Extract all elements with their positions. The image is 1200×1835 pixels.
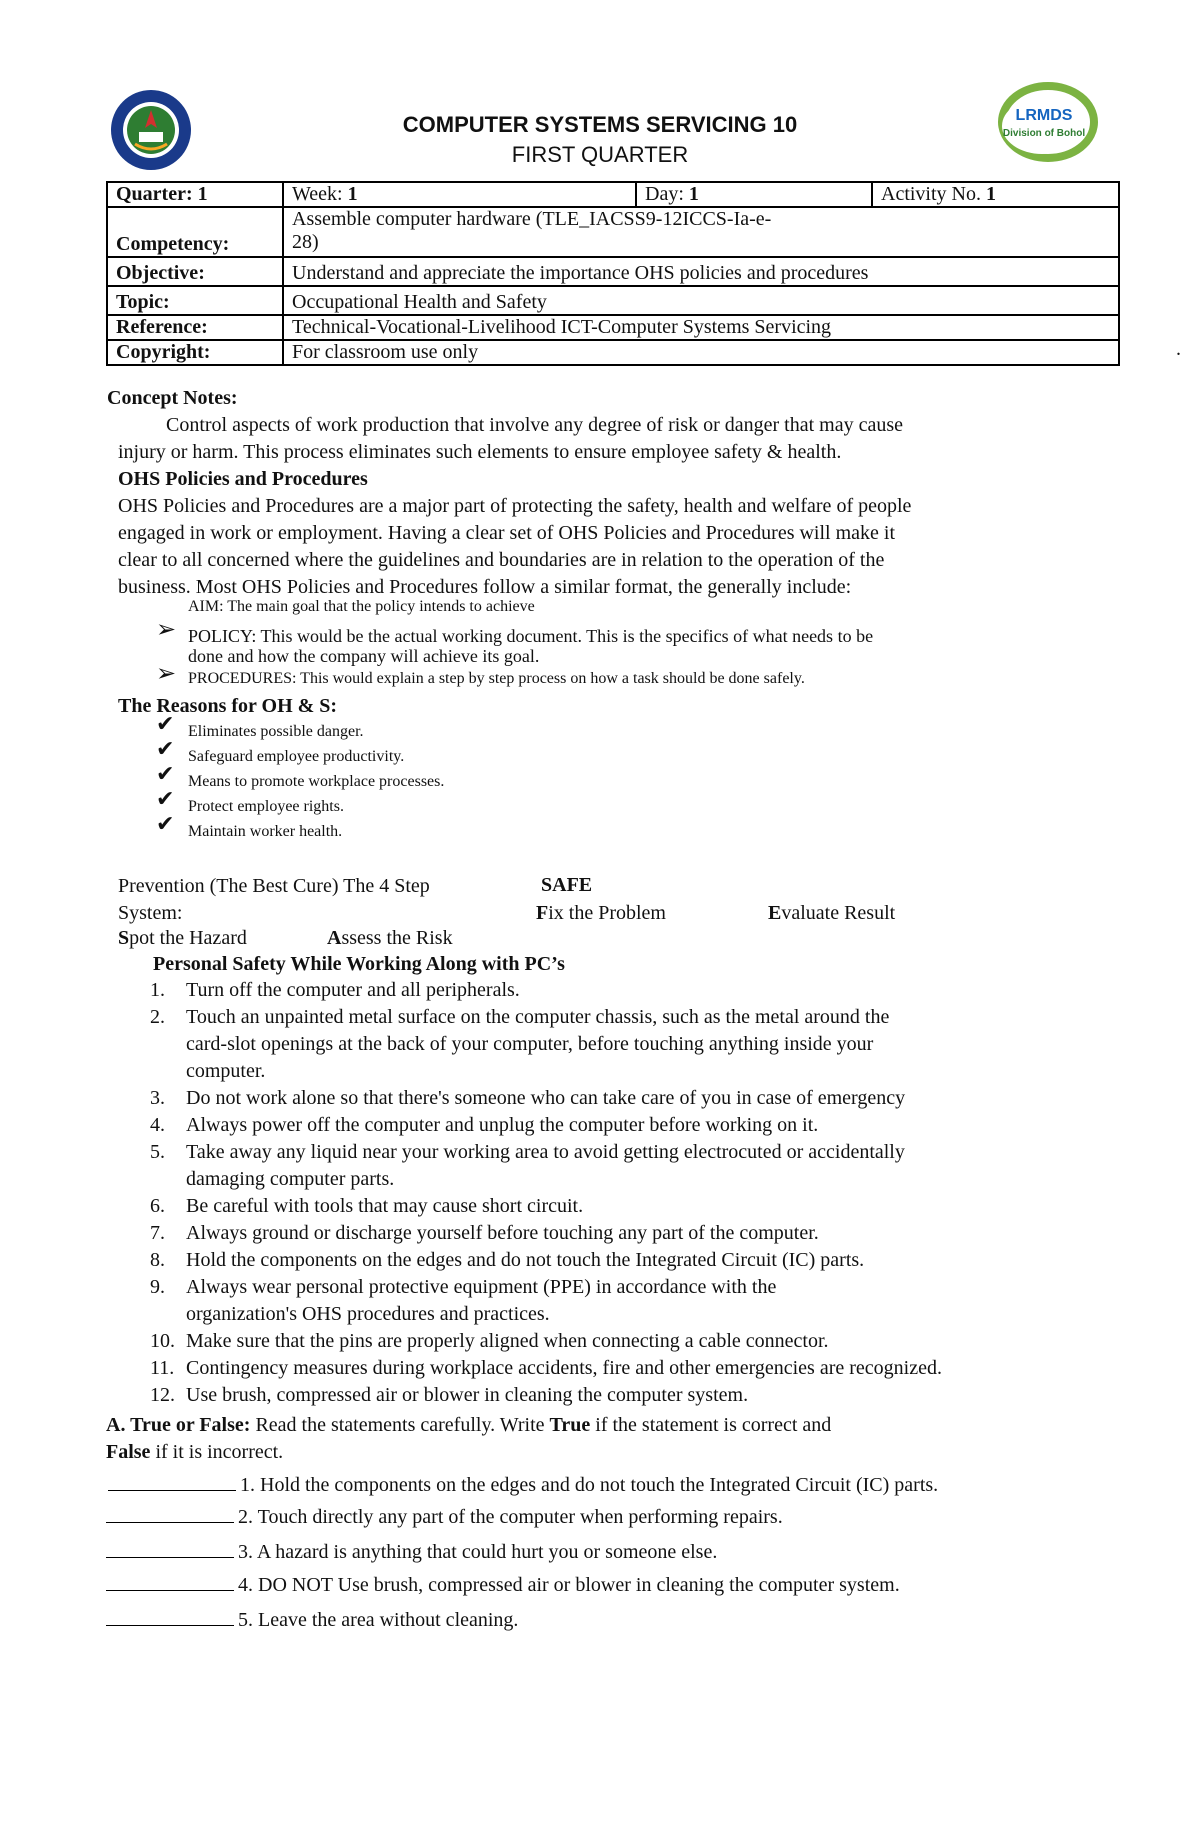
answer-blank[interactable]: [106, 1502, 234, 1523]
exercise-item-3: [106, 1537, 717, 1566]
safe-step-spot-text: pot the Hazard: [129, 927, 247, 949]
exercise-label: A. True or False:: [106, 1414, 251, 1436]
safety-item-number: 10.: [150, 1330, 175, 1352]
objective-row: [107, 257, 1119, 286]
day-label: Day:: [645, 183, 684, 205]
safety-item-number: 3.: [150, 1087, 165, 1109]
safety-item-number: 8.: [150, 1249, 165, 1271]
safety-item-line: Use brush, compressed air or blower in cleaning the computer system.: [186, 1384, 749, 1406]
margin-mark: .: [1176, 338, 1181, 360]
safety-item-line: Always ground or discharge yourself before touching any part of the computer.: [186, 1222, 819, 1244]
exercise-item-text: 4. DO NOT Use brush, compressed air or blower in cleaning the computer system.: [238, 1574, 900, 1596]
safety-item-line: card-slot openings at the back of your computer, before touching anything inside your: [186, 1033, 874, 1055]
quarter-label: Quarter:: [116, 183, 193, 205]
safety-item-line: Hold the components on the edges and do not touch the Integrated Circuit (IC) parts.: [186, 1249, 865, 1271]
check-icon: ✔: [156, 787, 175, 812]
exercise-instructions-line-2: [106, 1439, 283, 1466]
document-title: COMPUTER SYSTEMS SERVICING 10: [402, 112, 798, 137]
topic-value: Occupational Health and Safety: [283, 286, 1119, 315]
ohs-policies-heading: OHS Policies and Procedures: [118, 468, 368, 490]
policy-item-line-1: POLICY: This would be the actual working document. This is the specifics of what needs to be: [188, 626, 874, 646]
safety-item-number: 9.: [150, 1276, 165, 1298]
safety-item-number: 7.: [150, 1222, 165, 1244]
check-icon: ✔: [156, 812, 175, 837]
day-cell: [636, 182, 872, 207]
reason-item: Safeguard employee productivity.: [188, 748, 405, 765]
day-value: 1: [688, 183, 699, 205]
exercise-item-2: [106, 1502, 783, 1531]
answer-blank[interactable]: [106, 1605, 234, 1626]
safety-item-line: Be careful with tools that may cause short circuit.: [186, 1195, 584, 1217]
safety-list-item: [150, 977, 1090, 1004]
safety-list-item: [150, 1247, 1090, 1274]
exercise-instr-part-3: if it is incorrect.: [150, 1441, 284, 1463]
reason-item: Maintain worker health.: [188, 823, 343, 840]
safety-list-item: [150, 1085, 1090, 1112]
exercise-item-text: 2. Touch directly any part of the computer when performing repairs.: [238, 1506, 783, 1528]
safe-step-fix-letter: F: [536, 902, 549, 924]
safe-step-fix: [536, 900, 666, 927]
check-icon: ✔: [156, 762, 175, 787]
week-label: Week:: [292, 183, 343, 205]
safety-item-line: Do not work alone so that there's someone who can take care of you in case of emergency: [186, 1087, 906, 1109]
safety-item-number: 4.: [150, 1114, 165, 1136]
activity-info-table: [106, 181, 1120, 366]
aim-item: AIM: The main goal that the policy intends to achieve: [188, 598, 535, 615]
activity-cell: [872, 182, 1119, 207]
topic-label: Topic:: [107, 286, 283, 315]
arrow-bullet-icon: ➢: [156, 615, 177, 643]
safety-list-item: [150, 1112, 1090, 1139]
safety-item-line: Always wear personal protective equipment (PPE) in accordance with the: [186, 1276, 777, 1298]
exercise-item-text: 1. Hold the components on the edges and do not touch the Integrated Circuit (IC) parts.: [240, 1474, 939, 1496]
safe-step-evaluate-letter: E: [768, 902, 782, 924]
false-word: False: [106, 1441, 151, 1463]
reason-item: Means to promote workplace processes.: [188, 773, 445, 790]
exercise-item-text: 5. Leave the area without cleaning.: [238, 1609, 519, 1631]
safety-item-line: Turn off the computer and all peripherals.: [186, 979, 520, 1001]
activity-label: Activity No.: [881, 183, 981, 205]
exercise-instructions-line-1: [106, 1412, 831, 1439]
lrmds-logo-text: LRMDS: [1015, 107, 1073, 124]
copyright-value: For classroom use only: [283, 340, 1119, 365]
safety-item-line: Always power off the computer and unplug the computer before working on it.: [186, 1114, 819, 1136]
safe-step-assess-text: ssess the Risk: [341, 927, 453, 949]
safety-item-line: Make sure that the pins are properly aligned when connecting a cable connector.: [186, 1330, 829, 1352]
safe-step-assess: [327, 925, 453, 952]
safety-item-line: Take away any liquid near your working area to avoid getting electrocuted or accidentally: [186, 1141, 905, 1163]
answer-blank[interactable]: [106, 1537, 234, 1558]
lrmds-logo-subtext: Division of Bohol: [1002, 128, 1086, 139]
reference-value: Technical-Vocational-Livelihood ICT-Computer Systems Servicing: [283, 315, 1119, 340]
safety-item-number: 5.: [150, 1141, 165, 1163]
week-cell: [283, 182, 636, 207]
check-icon: ✔: [156, 737, 175, 762]
safety-item-number: 6.: [150, 1195, 165, 1217]
safety-list-item: [150, 1220, 1090, 1247]
ohs-paragraph-line-3: clear to all concerned where the guidelines and boundaries are in relation to the operation of the: [118, 549, 885, 571]
competency-row: [107, 207, 1119, 257]
safe-step-assess-letter: A: [327, 927, 342, 949]
exercise-item-1: [108, 1470, 938, 1499]
procedures-item: PROCEDURES: This would explain a step by step process on how a task should be done safely.: [188, 670, 805, 687]
safe-step-evaluate-text: valuate Result: [781, 902, 896, 924]
check-icon: ✔: [156, 712, 175, 737]
policy-item-line-2: done and how the company will achieve its goal.: [188, 646, 540, 666]
safety-item-line: computer.: [186, 1060, 266, 1082]
copyright-row: [107, 340, 1119, 365]
competency-line-1: Assemble computer hardware (TLE_IACSS9-12ICCS-Ia-e-: [292, 208, 772, 230]
ohs-paragraph-line-4: business. Most OHS Policies and Procedures follow a similar format, the generally include:: [118, 576, 852, 598]
concept-intro-line-1: Control aspects of work production that involve any degree of risk or danger that may cause: [166, 414, 904, 436]
topic-row: [107, 286, 1119, 315]
exercise-instr-part-1: Read the statements carefully. Write: [250, 1414, 550, 1436]
exercise-instr-part-2: if the statement is correct and: [590, 1414, 832, 1436]
reason-item: Eliminates possible danger.: [188, 723, 364, 740]
exercise-item-text: 3. A hazard is anything that could hurt you or someone else.: [238, 1541, 718, 1563]
activity-value: 1: [986, 183, 996, 205]
safety-list-item: [150, 1328, 1090, 1355]
week-value: 1: [347, 183, 358, 205]
reason-item: Protect employee rights.: [188, 798, 344, 815]
safety-item-line: Contingency measures during workplace accidents, fire and other emergencies are recognized.: [186, 1357, 942, 1379]
document-subtitle: FIRST QUARTER: [511, 142, 689, 167]
safety-list-item: [150, 1382, 1090, 1409]
personal-safety-list: [150, 977, 1090, 1409]
safety-item-line: Touch an unpainted metal surface on the computer chassis, such as the metal around the: [186, 1006, 890, 1028]
ohs-paragraph-line-1: OHS Policies and Procedures are a major part of protecting the safety, health and welfare of people: [118, 495, 912, 517]
safety-item-line: damaging computer parts.: [186, 1168, 395, 1190]
safety-item-number: 1.: [150, 979, 165, 1001]
objective-value: Understand and appreciate the importance OHS policies and procedures: [283, 257, 1119, 286]
answer-blank[interactable]: [106, 1570, 234, 1591]
exercise-item-5: [106, 1605, 518, 1634]
competency-value: [283, 207, 1119, 257]
prevention-line-2: System:: [118, 902, 183, 924]
safe-step-spot-letter: S: [118, 927, 130, 949]
safety-list-item: [150, 1004, 1090, 1085]
objective-label: Objective:: [107, 257, 283, 286]
competency-label: Competency:: [107, 207, 283, 257]
safety-list-item: [150, 1139, 1090, 1193]
arrow-bullet-icon: ➢: [156, 659, 177, 687]
answer-blank[interactable]: [108, 1470, 236, 1491]
quarter-value: 1: [197, 183, 208, 205]
competency-line-2: 28): [292, 231, 319, 253]
safety-list-item: [150, 1355, 1090, 1382]
safety-list-item: [150, 1274, 1090, 1328]
exercise-item-4: [106, 1570, 900, 1599]
reference-row: [107, 315, 1119, 340]
personal-safety-heading: Personal Safety While Working Along with PC’s: [153, 953, 565, 975]
safety-item-line: organization's OHS procedures and practices.: [186, 1303, 550, 1325]
safety-item-number: 12.: [150, 1384, 175, 1406]
reference-label: Reference:: [107, 315, 283, 340]
safe-title: SAFE: [541, 874, 593, 896]
safety-item-number: 2.: [150, 1006, 165, 1028]
concept-notes-heading: Concept Notes:: [107, 387, 238, 409]
true-word: True: [549, 1414, 591, 1436]
safe-step-spot: [118, 925, 247, 952]
safe-step-evaluate: [768, 900, 895, 927]
concept-intro-line-2: injury or harm. This process eliminates such elements to ensure employee safety & health.: [118, 441, 842, 463]
prevention-line-1: Prevention (The Best Cure) The 4 Step: [118, 875, 430, 897]
quarter-cell: [107, 182, 283, 207]
safety-item-number: 11.: [150, 1357, 175, 1379]
safe-step-fix-text: ix the Problem: [548, 902, 666, 924]
quarter-row: [107, 182, 1119, 207]
copyright-label: Copyright:: [107, 340, 283, 365]
safety-list-item: [150, 1193, 1090, 1220]
ohs-paragraph-line-2: engaged in work or employment. Having a clear set of OHS Policies and Procedures will make it: [118, 522, 896, 544]
reasons-heading: The Reasons for OH & S:: [118, 695, 338, 717]
